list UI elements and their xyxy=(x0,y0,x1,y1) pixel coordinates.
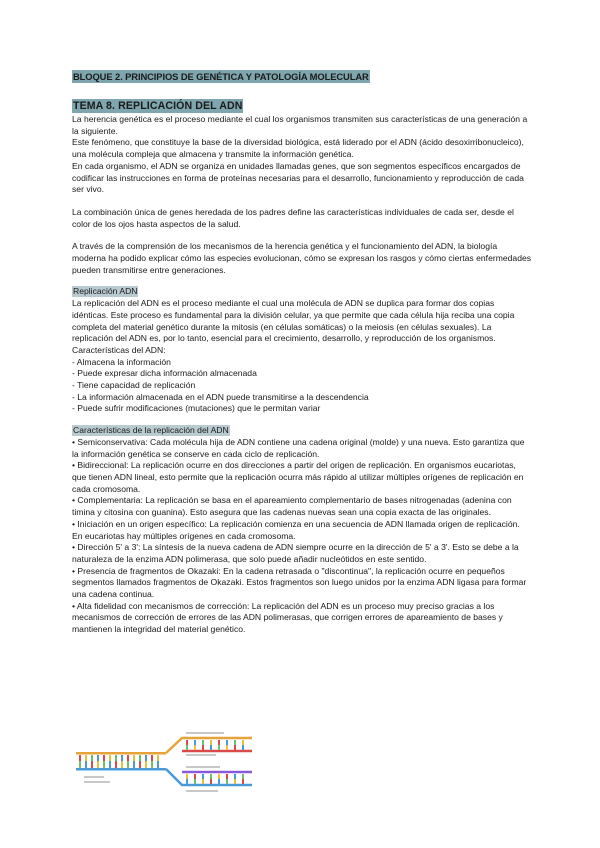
intro-paragraph: En cada organismo, el ADN se organiza en unidades llamadas genes, que son segmentos específicos encargados de codificar las instrucciones en forma de proteínas necesarias para el desarrollo, funcionamiento y reproducción de cada ser vivo. xyxy=(72,160,524,195)
replication-section-title: Replicación ADN xyxy=(73,286,138,297)
feature-item: • Bidireccional: La replicación ocurre en dos direcciones a partir del origen de replicación. En organismos eucariotas, que tienen ADN lineal, esto permite que la replicación ocurra más rápido al utilizar múltiples orígenes de replicación en cada cromosoma. xyxy=(72,460,524,494)
features-section-title: Características de la replicación del ADN xyxy=(73,425,229,436)
feature-item: • Iniciación en un origen específico: La replicación comienza en una secuencia de ADN llamada origen de replicación. En eucariotas hay múltiples orígenes en cada cromosoma. xyxy=(72,518,520,541)
comprehension-paragraph: A través de la comprensión de los mecanismos de la herencia genética y el funcionamiento del ADN, la biología moderna ha podido explicar cómo las especies evolucionan, cómo se expresan los rasgos y cómo ciertas enfermedades pueden transmitirse entre generaciones. xyxy=(72,241,532,275)
daughter-strand-top xyxy=(166,738,252,753)
document-page xyxy=(72,70,532,636)
block-title: BLOQUE 2. PRINCIPIOS DE GENÉTICA Y PATOLOGÍA MOLECULAR xyxy=(73,71,369,82)
list-item: - La información almacenada en el ADN puede transmitirse a la descendencia xyxy=(72,391,369,402)
list-item: - Puede expresar dicha información almacenada xyxy=(72,368,257,379)
intro-paragraph: Este fenómeno, que constituye la base de la diversidad biológica, está liderado por el ADN (ácido desoxirribonucleico), una molécula compleja que almacena y transmite la información genética. xyxy=(72,137,524,160)
combination-paragraph: La combinación única de genes heredada de los padres define las características individuales de cada ser, desde el color de los ojos hasta aspectos de la salud. xyxy=(72,206,514,229)
feature-item: • Presencia de fragmentos de Okazaki: En la cadena retrasada o "discontinua", la replicación ocurre en pequeños segmentos llamados fragmentos de Okazaki. Estos fragmentos son luego unidos por la enzima ADN ligasa para formar una cadena continua. xyxy=(72,565,527,600)
feature-item: • Alta fidelidad con mecanismos de corrección: La replicación del ADN es un proceso muy preciso gracias a los mecanismos de corrección de errores de las ADN polimerasas, que corrigen errores de apareamiento de bases y mantienen la integridad del material genético. xyxy=(72,600,503,635)
characteristics-list xyxy=(72,357,532,416)
feature-item: • Complementaria: La replicación se basa en el apareamiento complementario de bases nitrogenadas (adenina con timina y citosina con guanina). Esto asegura que las cadenas nuevas sean una copia exacta de las originales. xyxy=(72,495,512,518)
intro-paragraph: La herencia genética es el proceso mediante el cual los organismos transmiten sus características de una generación a la siguiente. xyxy=(72,114,528,136)
dna-replication-diagram xyxy=(74,730,254,805)
list-item: - Tiene capacidad de replicación xyxy=(72,380,196,391)
parent-strand xyxy=(76,752,166,771)
feature-item: • Semiconservativa: Cada molécula hija de ADN contiene una cadena original (molde) y una nueva. Esto garantiza que la información genética se conserve en cada ciclo de replicación. xyxy=(72,436,525,459)
feature-item: • Dirección 5' a 3': La síntesis de la nueva cadena de ADN siempre ocurre en la dirección de 5' a 3'. Esto se debe a la naturaleza de la enzima ADN polimerasa, que solo puede añadir nucleótidos en este sentido. xyxy=(72,542,519,564)
list-item: - Almacena la información xyxy=(72,356,171,367)
daughter-strand-bottom xyxy=(166,769,252,785)
tema-title: TEMA 8. REPLICACIÓN DEL ADN xyxy=(73,100,243,112)
list-item: - Puede sufrir modificaciones (mutaciones) que le permitan variar xyxy=(72,403,321,414)
replication-paragraph: La replicación del ADN es el proceso mediante el cual una molécula de ADN se duplica para formar dos copias idénticas. Este proceso es fundamental para la división celular, ya que permite que cada célula hija reciba una copia completa del material genético durante la mitosis (en células somáticas) o la meiosis (en células sexuales). La replicación del ADN es, por lo tanto, esencial para el crecimiento, desarrollo, y reproducción de los organismos. xyxy=(72,298,515,344)
characteristics-heading: Características del ADN: xyxy=(72,344,166,355)
